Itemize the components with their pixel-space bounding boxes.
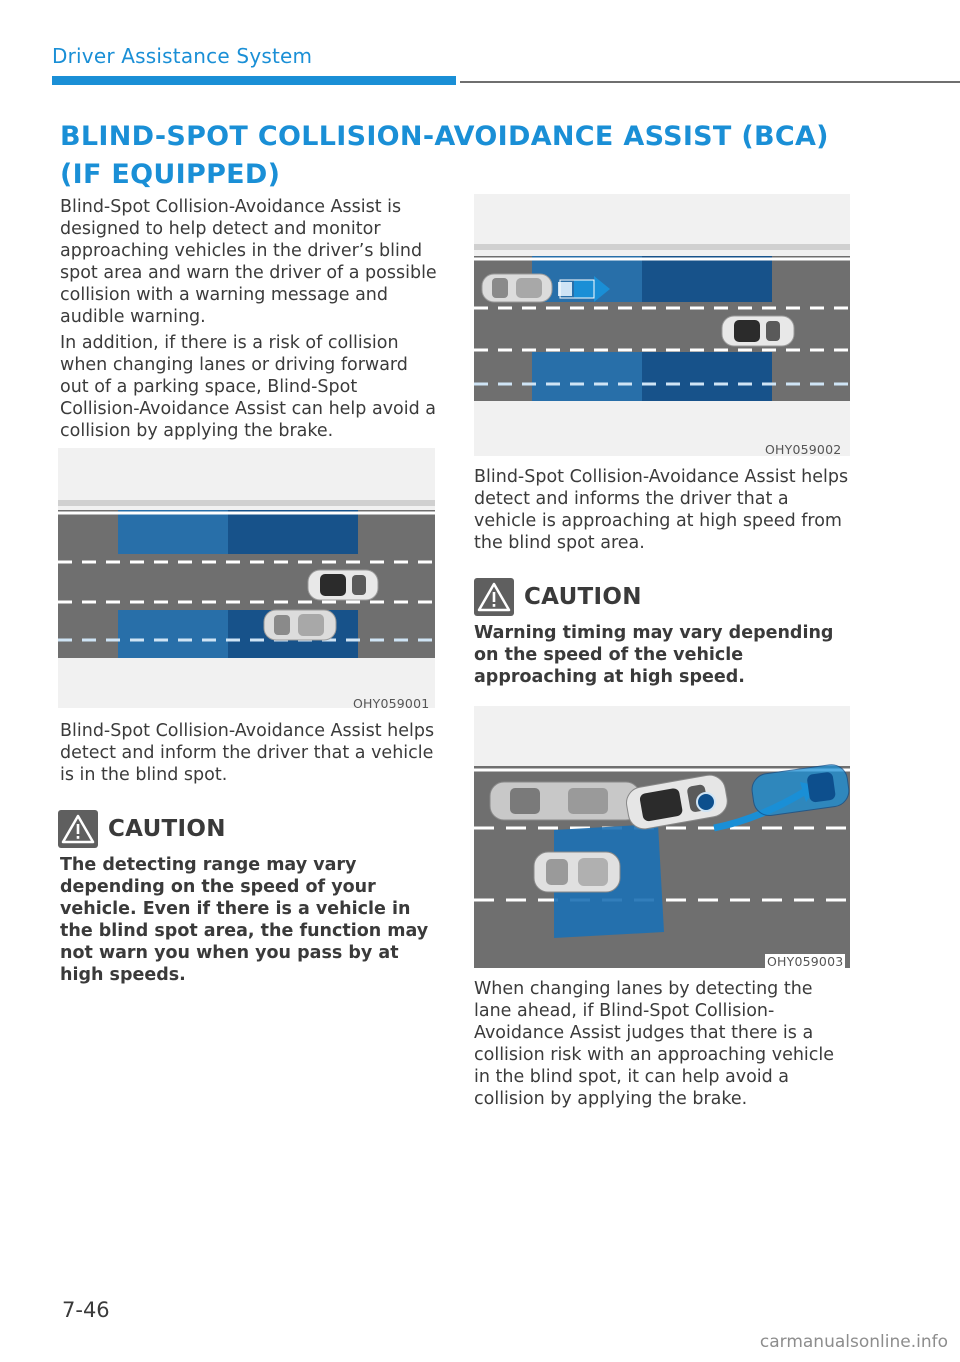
intro-paragraph-2: In addition, if there is a risk of collision when changing lanes or driving forward out of a parking space, Blind-Spot Collision-Avoidance Assist can help avoid a collision by applying the brake.: [60, 333, 437, 441]
figure-code-3: OHY059003: [767, 954, 844, 969]
figure-caption-2: Blind-Spot Collision-Avoidance Assist helps detect and informs the driver that a vehicle is approaching at high speed from the blind spot area.: [474, 467, 849, 553]
caution-heading-1: [58, 810, 226, 848]
caution-text-1: The detecting range may vary depending on the speed of your vehicle. Even if there is a vehicle in the blind spot area, the function may not warn you when you pass by at high speeds.: [60, 855, 429, 985]
page-number: 7-46: [62, 1298, 110, 1322]
figure-code-2: OHY059002: [765, 442, 842, 457]
figure-lane-change-braking: [474, 706, 850, 968]
intro-paragraph-1: Blind-Spot Collision-Avoidance Assist is designed to help detect and monitor approaching vehicles in the driver’s blind spot area and warn the driver of a possible collision with a warning message and audible warning.: [60, 197, 437, 327]
figure-blind-spot-detection: [58, 448, 435, 708]
header-rule-accent: [52, 76, 456, 85]
figure-caption-1: Blind-Spot Collision-Avoidance Assist helps detect and inform the driver that a vehicle is in the blind spot.: [60, 721, 435, 785]
figure-approaching-vehicle: [474, 194, 850, 456]
caution-label: CAUTION: [524, 584, 642, 610]
warning-triangle-icon: [474, 578, 514, 616]
caution-heading-2: [474, 578, 642, 616]
warning-triangle-icon: [58, 810, 98, 848]
header-rule: [460, 81, 960, 83]
watermark: carmanualsonline.info: [759, 1332, 948, 1352]
page-title: BLIND-SPOT COLLISION-AVOIDANCE ASSIST (BCA) (IF EQUIPPED): [60, 121, 829, 190]
caution-text-2: Warning timing may vary depending on the speed of the vehicle approaching at high speed.: [474, 623, 834, 687]
caution-label: CAUTION: [108, 816, 226, 842]
header-section-title: Driver Assistance System: [52, 44, 313, 68]
figure-caption-3: When changing lanes by detecting the lane ahead, if Blind-Spot Collision-Avoidance Assist judges that there is a collision risk with an approaching vehicle in the blind spot, it can help avoid a collision by applying the brake.: [474, 979, 835, 1109]
figure-code-1: OHY059001: [353, 696, 430, 711]
